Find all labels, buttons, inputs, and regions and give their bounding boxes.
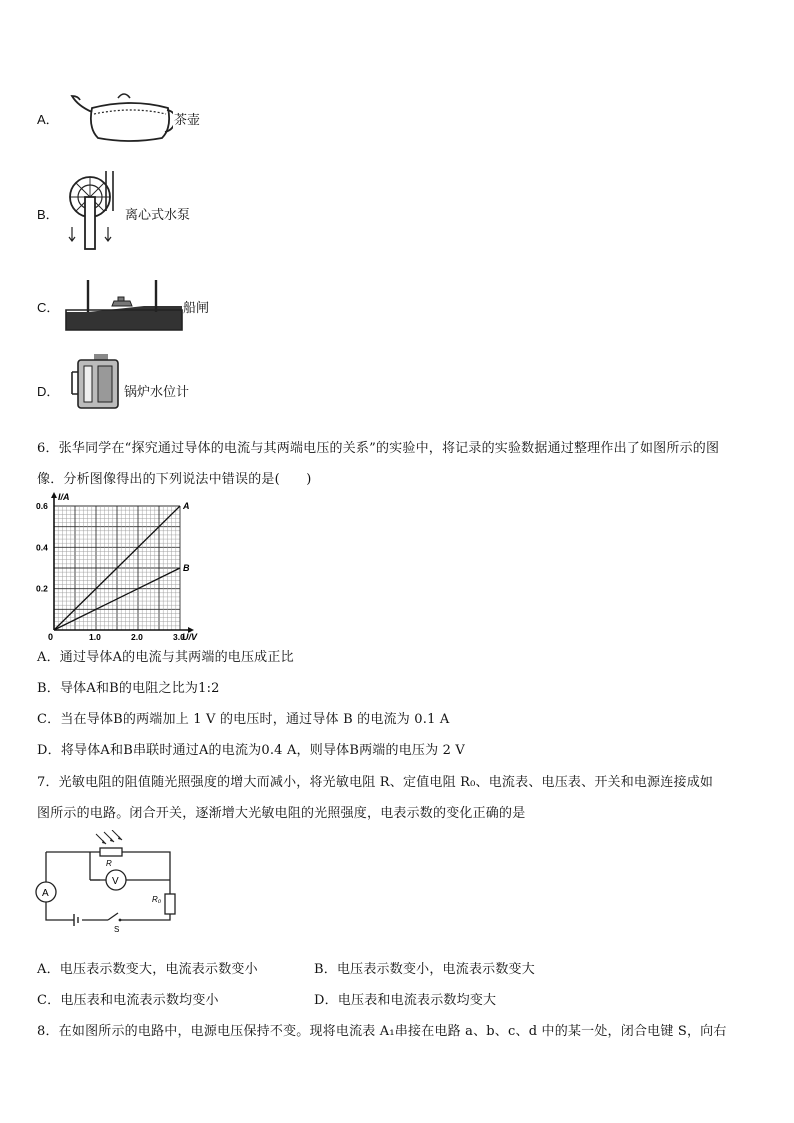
series-label-a: A bbox=[183, 501, 190, 511]
origin-label: 0 bbox=[48, 632, 54, 640]
option-c-caption: 船闸 bbox=[183, 301, 210, 316]
centrifugal-pump-icon bbox=[64, 167, 124, 251]
option-d-letter: D． bbox=[37, 384, 60, 399]
x-tick-label: 2.0 bbox=[131, 632, 143, 640]
q7-option-d: D．电压表和电流表示数均变大 bbox=[314, 993, 497, 1008]
q6-option-b: B．导体A和B的电阻之比为1:2 bbox=[37, 681, 220, 696]
y-axis-arrow bbox=[51, 492, 57, 498]
resistor-r0 bbox=[165, 894, 175, 914]
ship-lock-icon bbox=[64, 278, 184, 332]
q7-option-c: C．电压表和电流表示数均变小 bbox=[37, 993, 219, 1008]
q7-option-a: A．电压表示数变大，电流表示数变小 bbox=[37, 962, 258, 977]
photoresistor-r bbox=[96, 830, 122, 856]
q7-option-b: B．电压表示数变小，电流表示数变大 bbox=[314, 962, 535, 977]
r0-label: R₀ bbox=[152, 895, 162, 904]
y-tick-label: 0.6 bbox=[36, 501, 48, 511]
q6-option-c: C．当在导体B的两端加上 1 V 的电压时，通过导体 B 的电流为 0.1 A bbox=[37, 712, 450, 727]
teapot-icon bbox=[68, 88, 173, 144]
y-tick-label: 0.4 bbox=[36, 542, 48, 553]
switch-label: S bbox=[114, 925, 120, 934]
boiler-gauge-icon bbox=[68, 354, 124, 412]
option-b-letter: B． bbox=[37, 207, 59, 222]
q7-stem-line1: 7．光敏电阻的阻值随光照强度的增大而减小，将光敏电阻 R、定值电阻 R₀、电流表、电压表、开关和电源连接成如 bbox=[37, 775, 714, 790]
option-a-caption: 茶壶 bbox=[174, 113, 201, 128]
option-a-letter: A． bbox=[37, 112, 59, 127]
voltmeter-label: V bbox=[112, 876, 119, 887]
series-label-b: B bbox=[183, 563, 190, 573]
q6-option-a: A．通过导体A的电流与其两端的电压成正比 bbox=[37, 650, 294, 665]
circuit-diagram bbox=[30, 830, 190, 934]
ammeter-label: A bbox=[42, 888, 49, 899]
q6-stem-line1: 6．张华同学在“探究通过导体的电流与其两端电压的关系”的实验中，将记录的实验数据通过整理作出了如图所示的图 bbox=[37, 441, 720, 456]
option-d-caption: 锅炉水位计 bbox=[124, 385, 190, 400]
battery-icon bbox=[74, 914, 78, 926]
q7-stem-line2: 图所示的电路。闭合开关，逐渐增大光敏电阻的光照强度，电表示数的变化正确的是 bbox=[37, 806, 526, 821]
iu-graph bbox=[28, 488, 218, 640]
y-tick-label: 0.2 bbox=[36, 583, 48, 594]
q6-stem-line2: 像．分析图像得出的下列说法中错误的是( ) bbox=[37, 472, 312, 487]
x-tick-label: 1.0 bbox=[89, 632, 101, 640]
option-c-letter: C． bbox=[37, 300, 60, 315]
q6-option-d: D．将导体A和B串联时通过A的电流为0.4 A，则导体B两端的电压为 2 V bbox=[37, 743, 466, 758]
q8-stem-line1: 8．在如图所示的电路中，电源电压保持不变。现将电流表 A₁串接在电路 a、b、c、d 中的某一处，闭合电键 S，向右 bbox=[37, 1024, 727, 1039]
switch-icon bbox=[108, 913, 118, 920]
x-tick-label: 3.0 bbox=[173, 632, 185, 640]
x-axis-label: U/V bbox=[182, 632, 198, 640]
y-axis-label: I/A bbox=[58, 492, 70, 502]
option-b-caption: 离心式水泵 bbox=[125, 208, 191, 223]
r-label: R bbox=[106, 859, 112, 868]
